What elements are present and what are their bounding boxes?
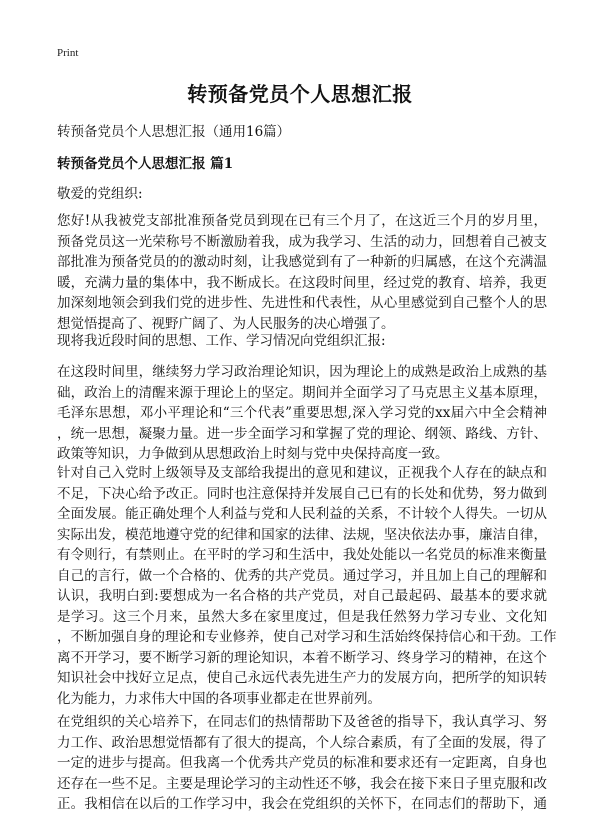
print-link[interactable]: Print [57,47,79,59]
paragraph-line: 化为能力，力求伟大中国的各项事业都走在世界前列。 [57,690,381,707]
paragraph-line: 在这段时间里，继续努力学习政治理论知识，因为理论上的成熟是政治上成熟的基 [57,364,547,380]
paragraph-line: 础，政治上的清醒来源于理论上的坚定。期间并全面学习了马克思主义基本原理， [57,384,547,401]
paragraph-line: 有令则行，有禁则止。在平时的学习和生活中，我处处能以一名党员的标准来衡量 [57,547,547,563]
paragraph-line: 暖，充满力量的集体中，我不断成长。在这段时间里，经过党的教育、培养，我更 [57,274,547,291]
paragraph [57,712,547,815]
paragraph [57,211,547,334]
paragraph-line: 知识社会中找好立足点，使自己永远代表先进生产力的发展方向，把所学的知识转 [57,670,547,686]
paragraph-line: 在党组织的关心培养下，在同志们的热情帮助下及爸爸的指导下，我认真学习、努 [57,714,547,730]
paragraph-line: 还存在一些不足。主要是理论学习的主动性还不够，我会在接下来日子里克服和改 [57,775,547,792]
paragraph-line: 一定的进步与提高。但我离一个优秀共产党员的标准和要求还有一定距离，自身也 [57,755,547,771]
document-subtitle: 转预备党员个人思想汇报（通用16篇） [57,124,291,140]
document-title: 转预备党员个人思想汇报 [187,82,413,106]
paragraph-line: 想觉悟提高了、视野广阔了、为人民服务的决心增强了。 [57,315,395,332]
paragraph-line: 您好!从我被党支部批准预备党员到现在已有三个月了，在这近三个月的岁月里， [57,213,547,229]
paragraph-line: 毛泽东思想，邓小平理论和“三个代表”重要思想,深入学习党的xx届六中全会精神 [57,405,547,421]
section-heading: 转预备党员个人思想汇报 篇1 [57,156,234,172]
paragraph-line: 现将我近段时间的思想、工作、学习情况向党组织汇报: [57,333,386,349]
paragraph [57,331,547,352]
paragraph-line: 认识，我明白到:要想成为一名合格的共产党员，对自己最起码、最基本的要求就 [57,588,547,604]
paragraph-line: 加深刻地领会到我们党的进步性、先进性和代表性，从心里感觉到自己整个人的思 [57,295,547,311]
paragraph-line: 离不开学习，要不断学习新的理论知识，本着不断学习、终身学习的精神，在这个 [57,649,547,666]
paragraph-line: 是学习。这三个月来，虽然大多在家里度过，但是我任然努力学习专业、文化知 [57,608,547,625]
paragraph-line: ，不断加强自身的理论和专业修养，使自己对学习和生活始终保持信心和干劲。工作 [57,629,557,645]
paragraph-line: 全面发展。能正确处理个人利益与党和人民利益的关系，不计较个人得失。一切从 [57,506,547,522]
paragraph-line: 部批准为预备党员的的激动时刻，让我感觉到有了一种新的归属感，在这个充满温 [57,254,547,270]
paragraph-line: 不足，下决心给予改正。同时也注意保持并发展自己已有的长处和优势，努力做到 [57,485,547,502]
greeting: 敬爱的党组织: [57,186,143,202]
paragraph [57,463,557,709]
paragraph-line: 力工作、政治思想觉悟都有了很大的提高，个人综合素质，有了全面的发展，得了 [57,734,547,751]
paragraph [57,362,547,465]
paragraph-line: 预备党员这一光荣称号不断激励着我，成为我学习、生活的动力，回想着自己被支 [57,233,547,250]
paragraph-line: 政策等知识，力争做到从思想政治上时刻与党中央保持高度一致。 [57,446,449,462]
paragraph-line: 实际出发，模范地遵守党的纪律和国家的法律、法规，坚决依法办事，廉洁自律， [57,526,547,543]
paragraph-line: 自己的言行，做一个合格的、优秀的共产党员。通过学习，并且加上自己的理解和 [57,567,547,584]
paragraph-line: 针对自己入党时上级领导及支部给我提出的意见和建议，正视我个人存在的缺点和 [57,465,547,481]
paragraph-line: ，统一思想，凝聚力量。进一步全面学习和掌握了党的理论、纲领、路线、方针、 [57,425,547,442]
paragraph-line: 正。我相信在以后的工作学习中，我会在党组织的关怀下，在同志们的帮助下，通 [57,796,547,812]
